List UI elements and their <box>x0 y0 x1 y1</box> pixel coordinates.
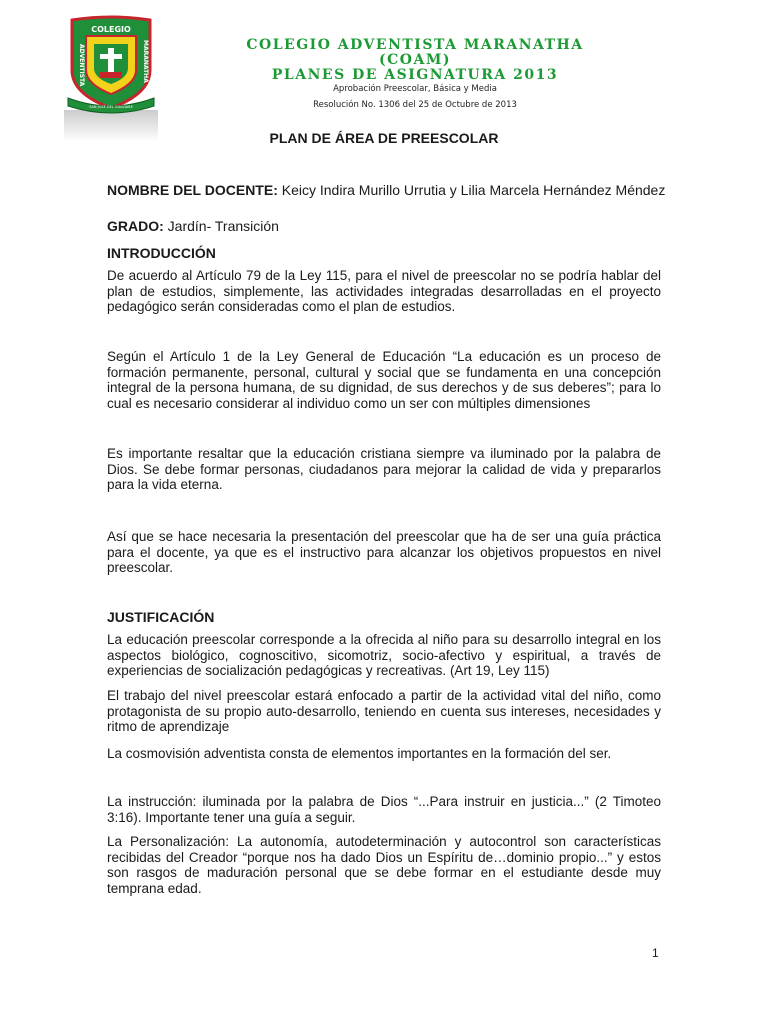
intro-paragraph-3: Es importante resaltar que la educación cristiana siempre va iluminado por la palabra de Dios. Se debe formar personas, ciudadanos para mejorar la calidad de vida y prepararlos para la vida eterna. <box>107 446 661 492</box>
logo-right-text: MARANATHA <box>142 40 149 83</box>
justification-paragraph-5: La Personalización: La autonomía, autodeterminación y autocontrol son características recibidas del Creador “porque nos ha dado Dios un Espíritu de…dominio propio...” y estos son rasgos de maduración personal que se debe formar en el estudiante desde muy temprana edad. <box>107 834 661 896</box>
grade-field <box>107 218 279 234</box>
justification-heading: JUSTIFICACIÓN <box>107 609 215 625</box>
justification-paragraph-1: La educación preescolar corresponde a la ofrecida al niño para su desarrollo integral en los aspectos biológico, cognoscitivo, sicomotriz, socio-afectivo y espiritual, a través de experiencias de socialización pedagógicas y recreativas. (Art 19, Ley 115) <box>107 632 661 678</box>
logo-left-text: ADVENTISTA <box>78 44 85 87</box>
teacher-value: Keicy Indira Murillo Urrutia y Lilia Marcela Hernández Méndez <box>277 182 666 198</box>
intro-paragraph-2: Según el Artículo 1 de la Ley General de Educación “La educación es un proceso de formación permanente, personal, cultural y social que se fundamenta en una concepción integral de la persona humana, de su dignidad, de sus derechos y de sus deberes”; para lo cual es necesario considerar al individuo como un ser con múltiples dimensiones <box>107 349 661 411</box>
logo-top-text: COLEGIO <box>91 25 131 34</box>
intro-paragraph-1: De acuerdo al Artículo 79 de la Ley 115, para el nivel de preescolar no se podría hablar del plan de estudios, simplemente, las actividades integradas desarrolladas en el proyecto pedagógico serán consideradas como el plan de estudios. <box>107 268 661 314</box>
page-number: 1 <box>652 946 659 960</box>
grade-value: Jardín- Transición <box>163 218 279 234</box>
resolution-text: Resolución No. 1306 del 25 de Octubre de 2013 <box>313 100 517 110</box>
plans-title: PLANES DE ASIGNATURA 2013 <box>271 67 559 83</box>
teacher-field <box>107 182 665 198</box>
intro-paragraph-4: Así que se hace necesaria la presentación del preescolar que ha de ser una guía práctica para el docente, ya que es el instructivo para alcanzar los objetivos propuestos en nivel preescolar. <box>107 529 661 575</box>
school-logo <box>64 14 164 142</box>
logo-banner-text: SAN JOSÉ DEL GUAVIARE <box>89 105 133 109</box>
justification-paragraph-3: La cosmovisión adventista consta de elementos importantes en la formación del ser. <box>107 746 612 761</box>
document-title: PLAN DE ÁREA DE PREESCOLAR <box>269 130 499 146</box>
school-acronym: (COAM) <box>379 52 451 68</box>
justification-paragraph-4: La instrucción: iluminada por la palabra de Dios “...Para instruir en justicia...” (2 Timoteo 3:16). Importante tener una guía a seguir. <box>107 794 661 825</box>
intro-heading: INTRODUCCIÓN <box>107 245 216 261</box>
teacher-label: NOMBRE DEL DOCENTE: <box>107 182 278 198</box>
approval-text: Aprobación Preescolar, Básica y Media <box>333 84 497 94</box>
school-name: COLEGIO ADVENTISTA MARANATHA <box>246 37 584 53</box>
grade-label: GRADO: <box>107 218 164 234</box>
justification-paragraph-2: El trabajo del nivel preescolar estará enfocado a partir de la actividad vital del niño, como protagonista de su propio auto-desarrollo, teniendo en cuenta sus intereses, necesidades y ritmo de aprendizaje <box>107 688 661 734</box>
